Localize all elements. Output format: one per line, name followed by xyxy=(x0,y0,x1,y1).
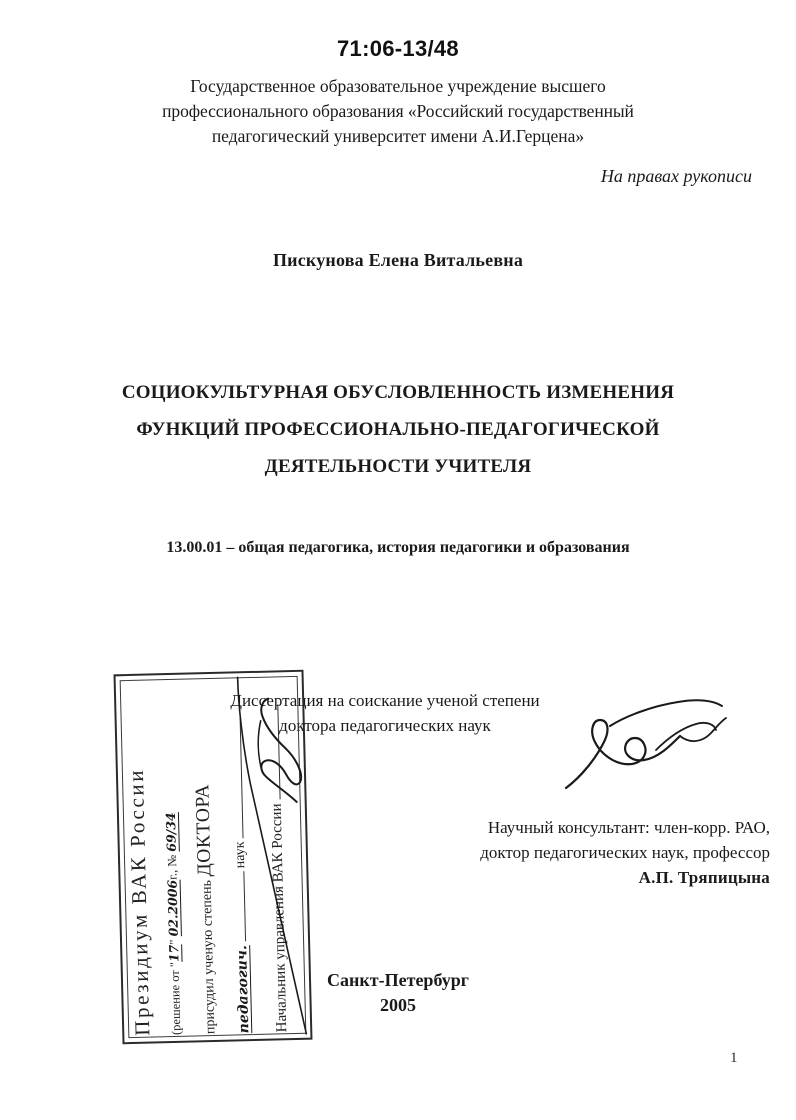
stamp-field-rule xyxy=(243,872,246,942)
stamp-award-line xyxy=(190,682,221,1034)
stamp-content xyxy=(116,672,315,1047)
stamp-decision-date: 02.2006 xyxy=(164,879,181,937)
catalog-number: 71:06-13/48 xyxy=(337,36,459,61)
institution-line-3: педагогический университет имени А.И.Герцена» xyxy=(211,126,585,146)
stamp-title: Президиум ВАК России xyxy=(123,767,155,1037)
title-line-2: ФУНКЦИЙ ПРОФЕССИОНАЛЬНО-ПЕДАГОГИЧЕСКОЙ xyxy=(136,419,660,440)
stamp-decision-line xyxy=(160,683,185,1035)
title-line-1: СОЦИОКУЛЬТУРНАЯ ОБУСЛОВЛЕННОСТЬ ИЗМЕНЕНИЯ xyxy=(121,382,675,403)
institution-block xyxy=(148,74,648,149)
stamp-award-prefix: присудил ученую степень xyxy=(199,876,219,1035)
stamp-field-handwritten: педагогич. xyxy=(234,945,253,1034)
title-line-3: ДЕЯТЕЛЬНОСТИ УЧИТЕЛЯ xyxy=(264,456,532,477)
vak-approval-stamp xyxy=(114,670,313,1045)
imprint-city: Санкт-Петербург xyxy=(327,970,469,990)
stamp-field-suffix: наук xyxy=(232,841,249,869)
page-number: 1 xyxy=(730,1050,738,1066)
imprint-year: 2005 xyxy=(380,995,416,1015)
stamp-decision-suffix: г., № xyxy=(164,851,180,881)
stamp-field-line xyxy=(228,681,254,1033)
consultant-line-2: доктор педагогических наук, профессор xyxy=(480,843,770,862)
degree-statement-line-2: доктора педагогических наук xyxy=(279,716,491,735)
stamp-chief-line xyxy=(266,680,292,1032)
stamp-decision-day: 17 xyxy=(166,944,182,963)
stamp-decision-mid: " xyxy=(166,936,182,945)
institution-line-1: Государственное образовательное учреждение высшего xyxy=(190,76,606,96)
stamp-decision-number: 69/34 xyxy=(162,812,179,852)
consultant-line-1: Научный консультант: член-корр. РАО, xyxy=(487,818,770,837)
degree-statement-line-1: Диссертация на соискание ученой степени xyxy=(230,691,540,710)
stamp-chief-label: Начальник управления ВАК России xyxy=(268,803,291,1033)
stamp-decision-prefix: (решение от " xyxy=(167,961,184,1036)
stamp-field-rule-2 xyxy=(240,718,244,838)
institution-line-2: профессионального образования «Российский государственный xyxy=(162,101,634,121)
manuscript-rights-note: На правах рукописи xyxy=(600,166,752,186)
imprint-block xyxy=(0,968,796,1018)
stamp-award-degree: ДОКТОРА xyxy=(192,783,216,877)
stamp-chief-rule xyxy=(277,705,280,800)
scientific-consultant-block xyxy=(380,815,770,890)
consultant-name: А.П. Тряпицына xyxy=(638,868,770,887)
specialty-code: 13.00.01 – общая педагогика, история педагогики и образования xyxy=(166,539,630,556)
author-name: Пискунова Елена Витальевна xyxy=(272,250,524,270)
page-title xyxy=(98,374,698,485)
